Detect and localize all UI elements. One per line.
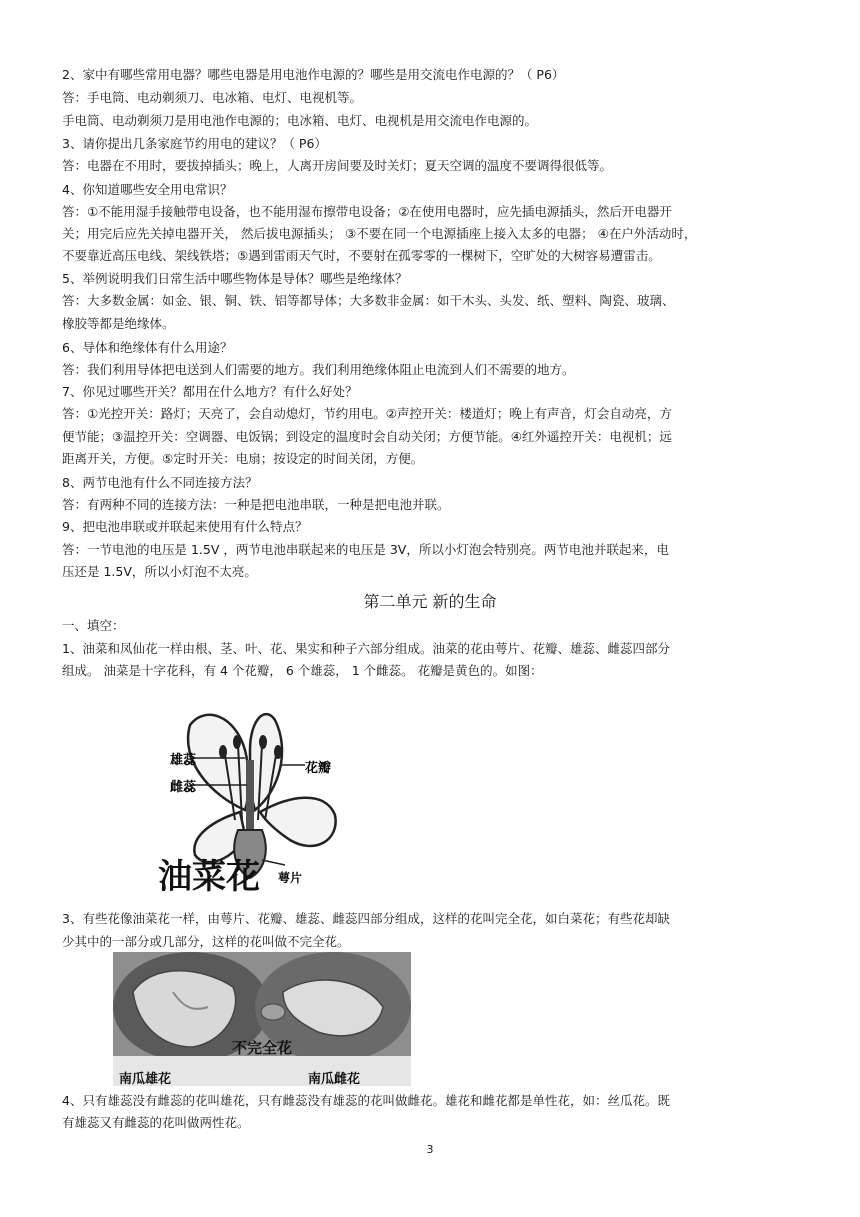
page-number: 3	[426, 1143, 434, 1156]
answer-5-line-2: 橡胶等都是绝缘体。	[62, 316, 175, 331]
incomplete-flower-caption: 不完全花	[231, 1039, 293, 1057]
rapeseed-flower-drawing	[150, 700, 350, 895]
petal-label: 花瓣	[305, 761, 332, 776]
incomplete-flower-drawing	[113, 952, 411, 1086]
answer-7-line-2: 便节能；③温控开关：空调器、电饭锅；到设定的温度时会自动关闭；方便节能。④红外遥控开关：电视机；远	[62, 429, 672, 444]
answer-3: 答：电器在不用时，要拔掉插头；晚上，人离开房间要及时关灯；夏天空调的温度不要调得很低等。	[62, 158, 613, 173]
fill-in-heading: 一、填空：	[62, 618, 125, 633]
question-8: 8、两节电池有什么不同连接方法？	[62, 475, 258, 490]
answer-4-line-3: 不要靠近高压电线、架线铁塔；⑤遇到雷雨天气时，不要射在孤零零的一棵树下，空旷处的大树容易遭雷击。	[62, 248, 661, 263]
answer-4-line-2: 关；用完后应先关掉电器开关， 然后拔电源插头； ③不要在同一个电源插座上接入太多的电器； ④在户外活动时，	[62, 226, 697, 241]
question-9: 9、把电池串联或并联起来使用有什么特点？	[62, 519, 308, 534]
answer-8: 答：有两种不同的连接方法：一种是把电池串联，一种是把电池并联。	[62, 497, 450, 512]
answer-7-line-1: 答：①光控开关：路灯；天亮了，会自动熄灯，节约用电。②声控开关：楼道灯；晚上有声音，灯会自动亮，方	[62, 406, 672, 421]
question-4: 4、你知道哪些安全用电常识？	[62, 182, 233, 197]
question-5: 5、举例说明我们日常生活中哪些物体是导体？哪些是绝缘体？	[62, 271, 408, 286]
item-3-line-1: 3、有些花像油菜花一样，由萼片、花瓣、雄蕊、雌蕊四部分组成，这样的花叫完全花，如白菜花；有些花却缺	[62, 911, 670, 926]
answer-2-detail: 手电筒、电动剃须刀是用电池作电源的；电冰箱、电灯、电视机是用交流电作电源的。	[62, 113, 538, 128]
item-1-line-2: 组成。 油菜是十字花科，有 4 个花瓣， 6 个雄蕊， 1 个雌蕊。 花瓣是黄色的。如图：	[62, 663, 543, 678]
item-4-line-1: 4、只有雄蕊没有雌蕊的花叫雄花，只有雌蕊没有雄蕊的花叫做雌花。雄花和雌花都是单性花，如：丝瓜花。既	[62, 1093, 670, 1108]
question-2: 2、家中有哪些常用电器？哪些电器是用电池作电源的？哪些是用交流电作电源的？（ P6）	[62, 67, 565, 82]
male-pumpkin-label: 南瓜雄花	[119, 1072, 172, 1086]
answer-6: 答：我们利用导体把电送到人们需要的地方。我们利用绝缘体阻止电流到人们不需要的地方。	[62, 362, 575, 377]
stamen-label: 雄蕊	[170, 753, 197, 768]
section-title: 第二单元 新的生命	[363, 592, 497, 611]
female-pumpkin-label: 南瓜雌花	[308, 1072, 361, 1086]
figure-title-label: 油菜花	[158, 857, 260, 895]
answer-5-line-1: 答：大多数金属：如金、银、铜、铁、铝等都导体；大多数非金属：如干木头、头发、纸、塑料、陶瓷、玻璃、	[62, 293, 675, 308]
answer-4-line-1: 答：①不能用湿手接触带电设备，也不能用湿布擦带电设备；②在使用电器时，应先插电源插头，然后开电器开	[62, 204, 672, 219]
answer-7-line-3: 距离开关，方便。⑤定时开关：电扇；按设定的时间关闭，方便。	[62, 451, 424, 466]
answer-9-line-2: 压还是 1.5V，所以小灯泡不太亮。	[62, 564, 257, 579]
answer-2: 答：手电筒、电动剃须刀、电冰箱、电灯、电视机等。	[62, 90, 363, 105]
sepal-label: 萼片	[278, 871, 303, 885]
answer-9-line-1: 答：一节电池的电压是 1.5V ，两节电池串联起来的电压是 3V，所以小灯泡会特别亮。两节电池并联起来，电	[62, 542, 669, 557]
question-6: 6、导体和绝缘体有什么用途？	[62, 340, 233, 355]
item-1-line-1: 1、油菜和凤仙花一样由根、茎、叶、花、果实和种子六部分组成。油菜的花由萼片、花瓣、雄蕊、雌蕊四部分	[62, 641, 670, 656]
pistil-label: 雌蕊	[170, 780, 197, 795]
question-7: 7、你见过哪些开关？都用在什么地方？有什么好处？	[62, 384, 358, 399]
incomplete-flower-figure	[113, 952, 411, 1086]
item-4-line-2: 有雄蕊又有雌蕊的花叫做两性花。	[62, 1115, 250, 1130]
item-3-line-2: 少其中的一部分或几部分，这样的花叫做不完全花。	[62, 934, 350, 949]
question-3: 3、请你提出几条家庭节约用电的建议？（ P6）	[62, 136, 327, 151]
rapeseed-flower-figure	[150, 700, 350, 895]
